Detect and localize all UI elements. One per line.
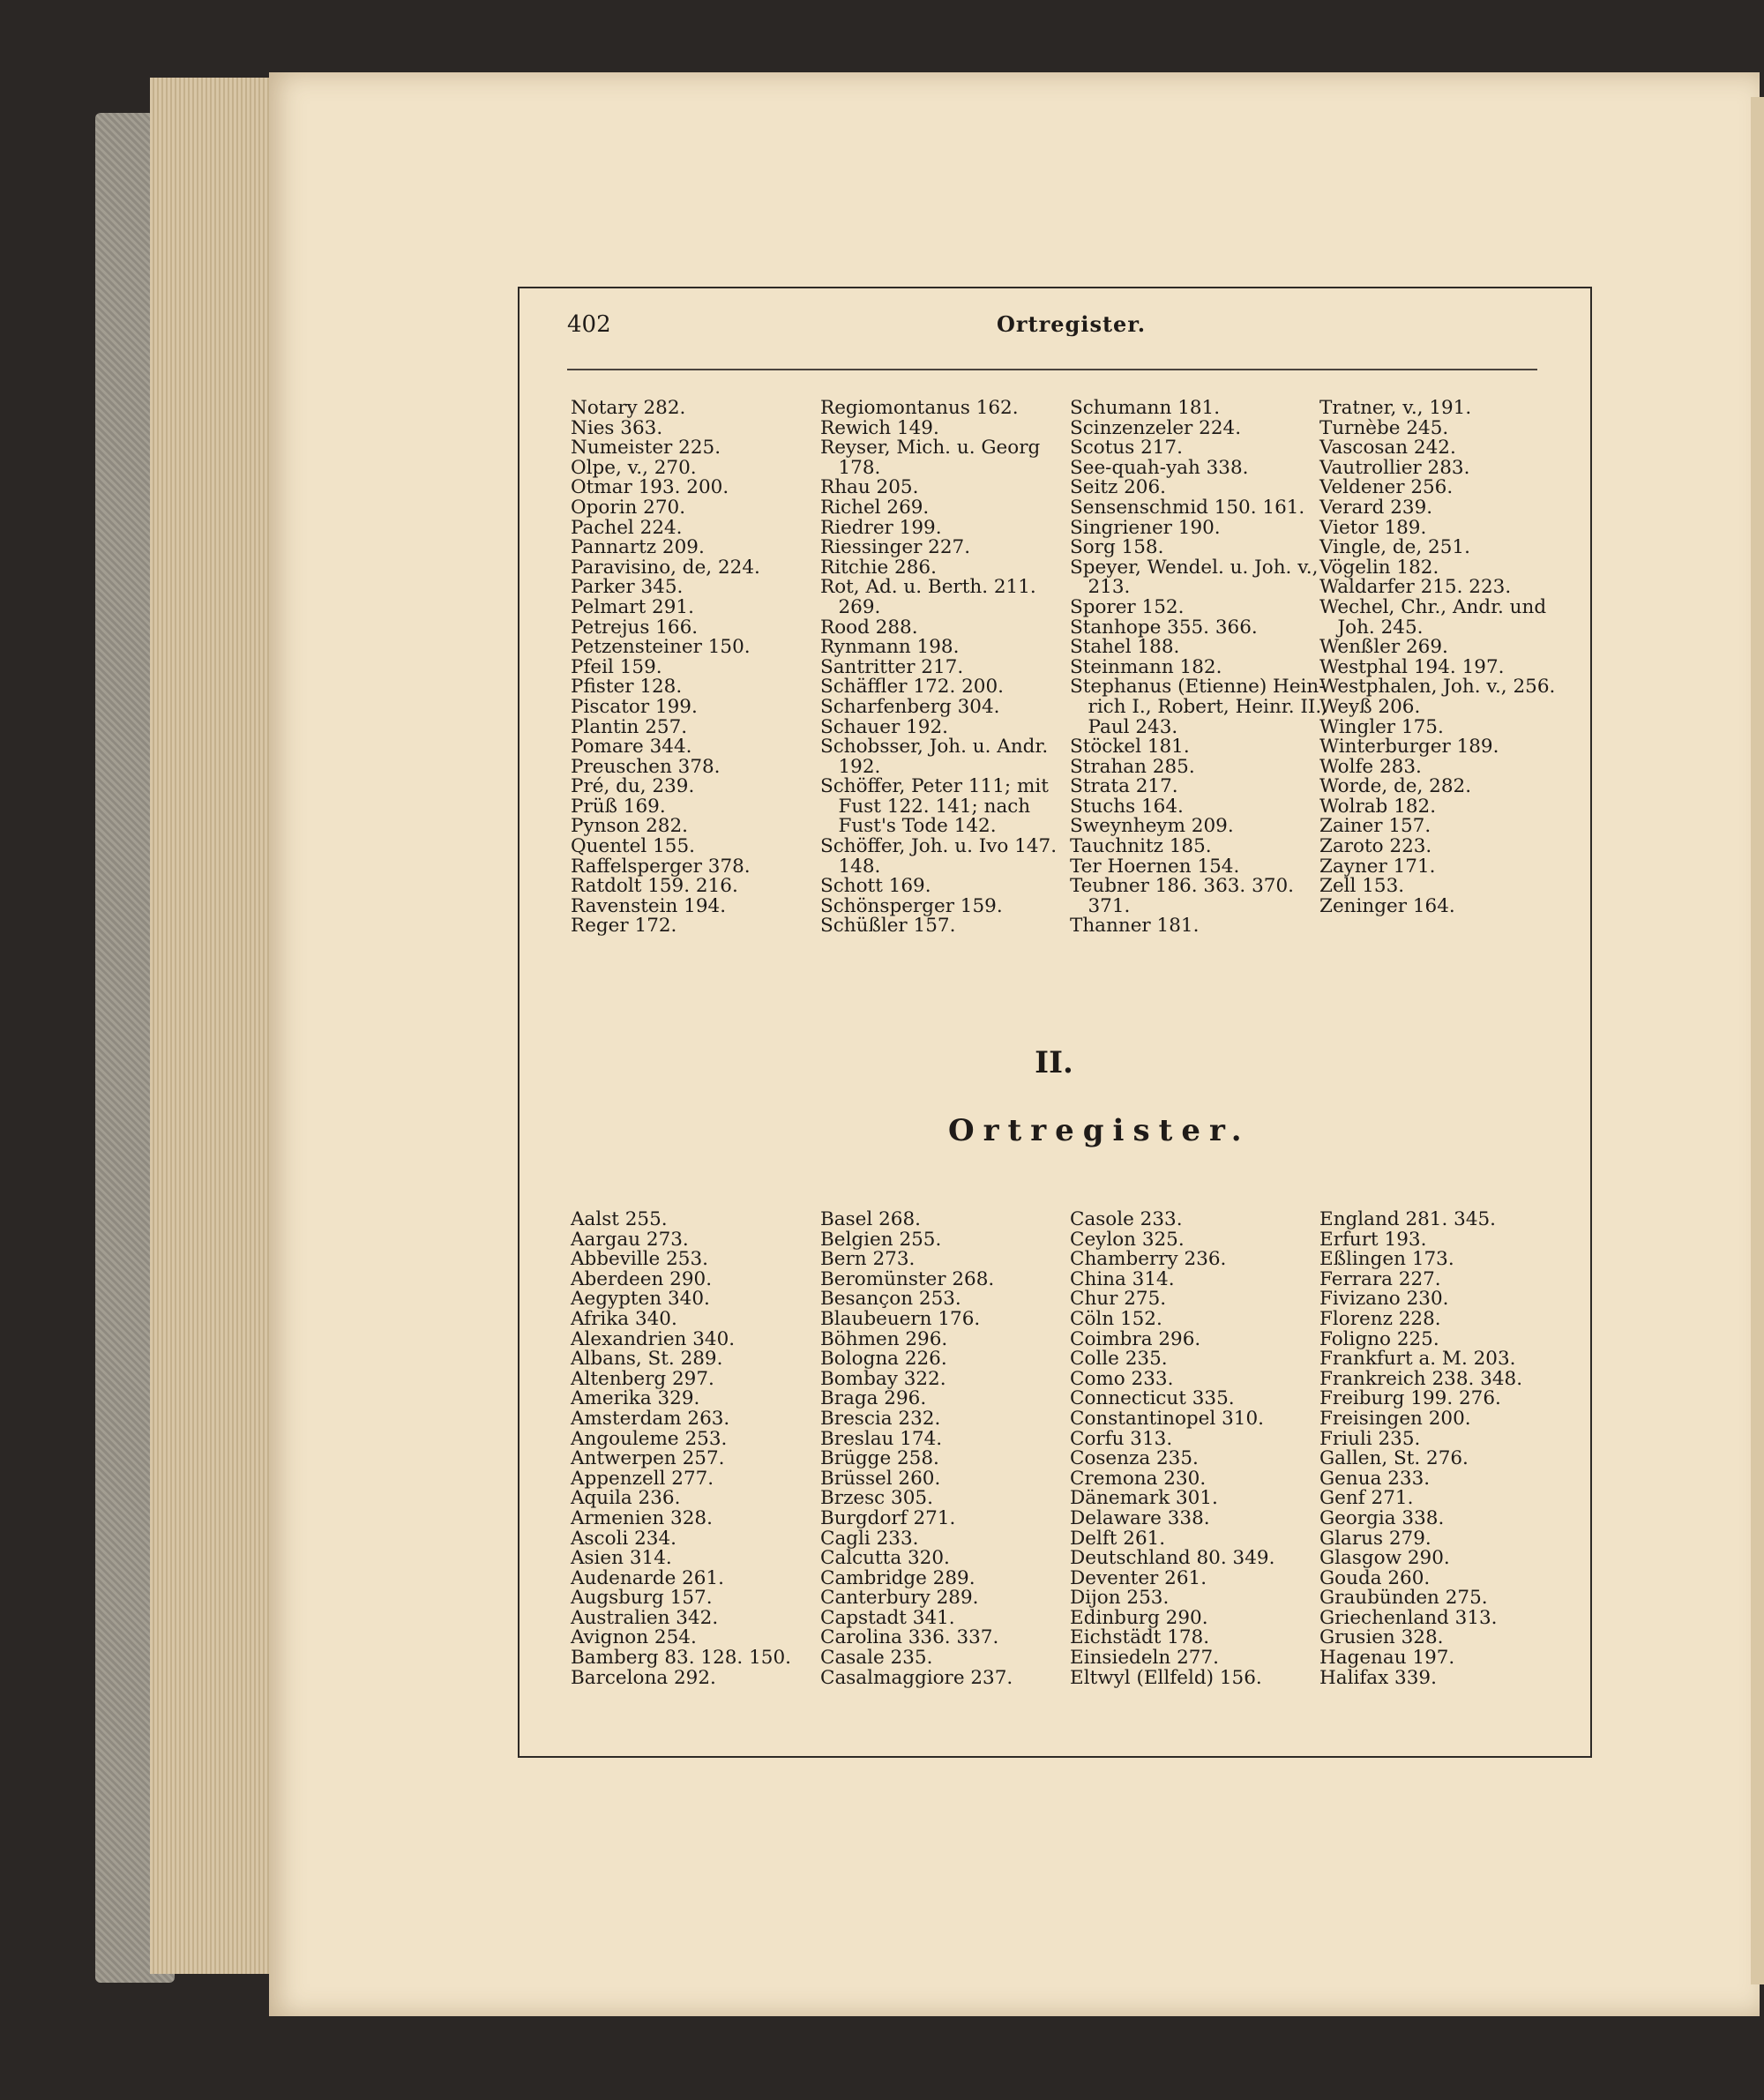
register-entry: Pynson 282.: [571, 815, 688, 838]
register-entry: Preuschen 378.: [571, 755, 721, 778]
register-entry: Georgia 338.: [1319, 1506, 1445, 1529]
register-entry: Aegypten 340.: [571, 1288, 710, 1311]
register-entry: rich I., Robert, Heinr. II.,: [1070, 695, 1328, 718]
register-entry: England 281. 345.: [1319, 1208, 1497, 1230]
register-entry: Ter Hoernen 154.: [1070, 855, 1240, 878]
register-entry: Turnèbe 245.: [1319, 416, 1449, 439]
register-entry: Vietor 189.: [1319, 516, 1427, 539]
register-entry: Winterburger 189.: [1319, 736, 1499, 759]
register-entry: Sporer 152.: [1070, 595, 1185, 618]
top-column-3: [1070, 397, 1328, 938]
page-stack-edge: [150, 78, 282, 1974]
register-entry: Rynmann 198.: [820, 636, 960, 659]
register-entry: Waldarfer 215. 223.: [1319, 576, 1512, 599]
register-entry: Sweynheym 209.: [1070, 815, 1234, 838]
section-numeral: II.: [1035, 1045, 1073, 1080]
register-entry: Stahel 188.: [1070, 636, 1180, 659]
register-entry: Albans, St. 289.: [571, 1348, 723, 1371]
register-entry: Notary 282.: [571, 397, 686, 419]
register-entry: Brüssel 260.: [820, 1467, 941, 1490]
section-title: Ortregister.: [948, 1113, 1251, 1148]
register-entry: Wenßler 269.: [1319, 636, 1448, 659]
register-entry: Fivizano 230.: [1319, 1288, 1449, 1311]
register-entry: 269.: [820, 595, 881, 618]
register-entry: 213.: [1070, 576, 1131, 599]
register-entry: Foligno 225.: [1319, 1327, 1439, 1350]
register-entry: Oporin 270.: [571, 496, 686, 519]
register-entry: Alexandrien 340.: [571, 1327, 736, 1350]
register-entry: Freisingen 200.: [1319, 1407, 1471, 1430]
register-entry: Zeninger 164.: [1319, 894, 1455, 917]
register-entry: Bamberg 83. 128. 150.: [571, 1647, 791, 1670]
register-entry: Dijon 253.: [1070, 1587, 1170, 1610]
register-entry: Pré, du, 239.: [571, 775, 695, 798]
register-entry: Schöffer, Joh. u. Ivo 147.: [820, 835, 1058, 858]
register-entry: Ravenstein 194.: [571, 894, 727, 917]
register-entry: Erfurt 193.: [1319, 1228, 1427, 1251]
register-entry: Plantin 257.: [571, 715, 688, 738]
register-entry: Böhmen 296.: [820, 1327, 948, 1350]
header-rule: [567, 369, 1537, 370]
register-entry: Cambridge 289.: [820, 1566, 975, 1589]
bottom-column-4: [1319, 1210, 1571, 1688]
register-entry: Florenz 228.: [1319, 1307, 1441, 1330]
register-entry: Cremona 230.: [1070, 1467, 1207, 1490]
register-entry: Genua 233.: [1319, 1467, 1431, 1490]
register-entry: Teubner 186. 363. 370.: [1070, 875, 1294, 898]
register-entry: Schönsperger 159.: [820, 894, 1003, 917]
register-entry: Schäffler 172. 200.: [820, 676, 1004, 699]
register-entry: Canterbury 289.: [820, 1587, 979, 1610]
register-entry: Constantinopel 310.: [1070, 1407, 1264, 1430]
register-entry: Quentel 155.: [571, 835, 695, 858]
register-entry: Raffelsperger 378.: [571, 855, 751, 878]
register-entry: Connecticut 335.: [1070, 1387, 1235, 1410]
register-entry: Veldener 256.: [1319, 476, 1454, 499]
register-entry: Stephanus (Etienne) Hein-: [1070, 676, 1326, 699]
register-entry: Seitz 206.: [1070, 476, 1167, 499]
register-entry: Asien 314.: [571, 1547, 672, 1570]
register-entry: Wechel, Chr., Andr. und: [1319, 595, 1547, 618]
register-entry: Coimbra 296.: [1070, 1327, 1201, 1350]
register-entry: Bologna 226.: [820, 1348, 947, 1371]
register-entry: Wingler 175.: [1319, 715, 1444, 738]
register-entry: Schauer 192.: [820, 715, 948, 738]
register-entry: Griechenland 313.: [1319, 1606, 1498, 1629]
register-entry: Otmar 193. 200.: [571, 476, 729, 499]
register-entry: Brzesc 305.: [820, 1487, 933, 1510]
register-entry: Vingle, de, 251.: [1319, 536, 1470, 559]
register-entry: Riessinger 227.: [820, 536, 971, 559]
register-entry: Nies 363.: [571, 416, 663, 439]
register-entry: Prüß 169.: [571, 795, 666, 818]
register-entry: Blaubeuern 176.: [820, 1307, 981, 1330]
register-entry: Speyer, Wendel. u. Joh. v.,: [1070, 556, 1319, 579]
register-entry: Edinburg 290.: [1070, 1606, 1208, 1629]
register-entry: Pfeil 159.: [571, 655, 662, 678]
register-entry: Augsburg 157.: [571, 1587, 713, 1610]
register-entry: Regiomontanus 162.: [820, 397, 1019, 419]
register-entry: Bombay 322.: [820, 1367, 946, 1390]
register-entry: Como 233.: [1070, 1367, 1174, 1390]
register-entry: Schüßler 157.: [820, 915, 956, 938]
register-entry: Deventer 261.: [1070, 1566, 1207, 1589]
register-entry: Wolrab 182.: [1319, 795, 1437, 818]
register-entry: Pannartz 209.: [571, 536, 705, 559]
register-entry: China 314.: [1070, 1267, 1175, 1290]
register-entry: Pomare 344.: [571, 736, 692, 759]
register-entry: Stanhope 355. 366.: [1070, 616, 1258, 639]
register-entry: Piscator 199.: [571, 695, 698, 718]
register-entry: Weyß 206.: [1319, 695, 1421, 718]
register-entry: Scharfenberg 304.: [820, 695, 1000, 718]
register-entry: Audenarde 261.: [571, 1566, 724, 1589]
register-entry: Casole 233.: [1070, 1208, 1183, 1230]
register-entry: Ferrara 227.: [1319, 1267, 1441, 1290]
register-entry: Deutschland 80. 349.: [1070, 1547, 1275, 1570]
register-entry: 148.: [820, 855, 881, 878]
register-entry: Stöckel 181.: [1070, 736, 1190, 759]
top-column-1: [571, 399, 822, 937]
register-entry: Scinzenzeler 224.: [1070, 416, 1242, 439]
register-entry: Altenberg 297.: [571, 1367, 714, 1390]
register-entry: Paravisino, de, 224.: [571, 556, 760, 579]
register-entry: Avignon 254.: [571, 1626, 697, 1649]
register-entry: Basel 268.: [820, 1208, 921, 1230]
register-entry: Schott 169.: [820, 875, 931, 898]
page-number: 402: [567, 311, 611, 338]
register-entry: Barcelona 292.: [571, 1666, 716, 1689]
register-entry: Olpe, v., 270.: [571, 456, 697, 479]
register-entry: Pfister 128.: [571, 676, 683, 699]
register-entry: Appenzell 277.: [571, 1467, 714, 1490]
register-entry: Friuli 235.: [1319, 1427, 1421, 1450]
register-entry: Paul 243.: [1070, 715, 1178, 738]
register-entry: Rood 288.: [820, 616, 918, 639]
register-entry: Antwerpen 257.: [571, 1447, 725, 1470]
register-entry: Carolina 336. 337.: [820, 1626, 999, 1649]
register-entry: Freiburg 199. 276.: [1319, 1387, 1501, 1410]
register-entry: Frankreich 238. 348.: [1319, 1367, 1523, 1390]
register-entry: Rewich 149.: [820, 416, 939, 439]
register-entry: Australien 342.: [571, 1606, 719, 1629]
register-entry: Strahan 285.: [1070, 755, 1195, 778]
register-entry: Richel 269.: [820, 496, 930, 519]
register-entry: Westphal 194. 197.: [1319, 655, 1505, 678]
register-entry: Braga 296.: [820, 1387, 927, 1410]
register-entry: Rhau 205.: [820, 476, 919, 499]
register-entry: Pachel 224.: [571, 516, 683, 539]
register-entry: Scotus 217.: [1070, 437, 1183, 460]
register-entry: Graubünden 275.: [1319, 1587, 1488, 1610]
register-entry: Aquila 236.: [571, 1487, 681, 1510]
register-entry: Fust 122. 141; nach: [820, 795, 1031, 818]
register-entry: Belgien 255.: [820, 1228, 942, 1251]
register-entry: Tratner, v., 191.: [1319, 397, 1472, 419]
register-entry: Ratdolt 159. 216.: [571, 875, 738, 898]
register-entry: Aberdeen 290.: [571, 1267, 713, 1290]
register-entry: Cöln 152.: [1070, 1307, 1162, 1330]
register-entry: Burgdorf 271.: [820, 1506, 956, 1529]
register-entry: Verard 239.: [1319, 496, 1433, 519]
register-entry: Cagli 233.: [820, 1527, 919, 1550]
register-entry: Strata 217.: [1070, 775, 1178, 798]
register-entry: Numeister 225.: [571, 437, 721, 460]
register-entry: Stuchs 164.: [1070, 795, 1184, 818]
top-column-4: [1319, 399, 1571, 916]
register-entry: Brügge 258.: [820, 1447, 939, 1470]
register-entry: Casalmaggiore 237.: [820, 1666, 1013, 1689]
bottom-column-2: [820, 1210, 1072, 1688]
register-entry: Casale 235.: [820, 1647, 933, 1670]
register-entry: Joh. 245.: [1319, 616, 1424, 639]
register-entry: Pelmart 291.: [571, 595, 694, 618]
register-entry: Reyser, Mich. u. Georg: [820, 437, 1041, 460]
register-entry: Rot, Ad. u. Berth. 211.: [820, 576, 1036, 599]
register-entry: Afrika 340.: [571, 1307, 677, 1330]
register-entry: Ceylon 325.: [1070, 1228, 1185, 1251]
register-entry: Tauchnitz 185.: [1070, 835, 1212, 858]
top-column-2: [820, 399, 1072, 937]
register-entry: Delaware 338.: [1070, 1506, 1210, 1529]
register-entry: 178.: [820, 456, 881, 479]
register-entry: Chur 275.: [1070, 1288, 1167, 1311]
register-entry: Bern 273.: [820, 1248, 916, 1271]
register-entry: Steinmann 182.: [1070, 655, 1222, 678]
register-entry: Schobsser, Joh. u. Andr.: [820, 736, 1049, 759]
register-entry: Abbeville 253.: [571, 1248, 708, 1271]
register-entry: Glarus 279.: [1319, 1527, 1431, 1550]
register-entry: Vögelin 182.: [1319, 556, 1439, 579]
register-entry: Riedrer 199.: [820, 516, 942, 539]
register-entry: Ritchie 286.: [820, 556, 937, 579]
register-entry: Chamberry 236.: [1070, 1248, 1227, 1271]
register-entry: 192.: [820, 755, 881, 778]
register-entry: Cosenza 235.: [1070, 1447, 1199, 1470]
register-entry: Vautrollier 283.: [1319, 456, 1470, 479]
register-entry: Amsterdam 263.: [571, 1407, 730, 1430]
register-entry: Petrejus 166.: [571, 616, 699, 639]
register-entry: Genf 271.: [1319, 1487, 1414, 1510]
register-entry: Dänemark 301.: [1070, 1487, 1218, 1510]
register-entry: Corfu 313.: [1070, 1427, 1173, 1450]
register-entry: Santritter 217.: [820, 655, 964, 678]
register-entry: Glasgow 290.: [1319, 1547, 1450, 1570]
register-entry: Eichstädt 178.: [1070, 1626, 1210, 1649]
register-entry: Brescia 232.: [820, 1407, 941, 1430]
register-entry: Sensenschmid 150. 161.: [1070, 496, 1305, 519]
register-entry: Colle 235.: [1070, 1348, 1168, 1371]
register-entry: Amerika 329.: [571, 1387, 700, 1410]
register-entry: Besançon 253.: [820, 1288, 961, 1311]
bottom-column-3: [1070, 1210, 1321, 1688]
bottom-column-1: [571, 1210, 822, 1688]
running-head: Ortregister.: [997, 311, 1147, 337]
register-entry: Calcutta 320.: [820, 1547, 950, 1570]
register-entry: Westphalen, Joh. v., 256.: [1319, 676, 1556, 699]
register-entry: Thanner 181.: [1070, 915, 1200, 938]
register-entry: See-quah-yah 338.: [1070, 456, 1249, 479]
register-entry: Hagenau 197.: [1319, 1647, 1455, 1670]
register-entry: Schöffer, Peter 111; mit: [820, 775, 1049, 798]
register-entry: Halifax 339.: [1319, 1666, 1437, 1689]
register-entry: Gouda 260.: [1319, 1566, 1431, 1589]
register-entry: Sorg 158.: [1070, 536, 1164, 559]
register-entry: Singriener 190.: [1070, 516, 1221, 539]
register-entry: Grusien 328.: [1319, 1626, 1444, 1649]
register-entry: Wolfe 283.: [1319, 755, 1422, 778]
register-entry: Breslau 174.: [820, 1427, 943, 1450]
register-entry: Beromünster 268.: [820, 1267, 995, 1290]
register-entry: Capstadt 341.: [820, 1606, 955, 1629]
register-entry: Petzensteiner 150.: [571, 636, 751, 659]
register-entry: Angouleme 253.: [571, 1427, 728, 1450]
next-page-edge: [1751, 97, 1764, 1984]
register-entry: Einsiedeln 277.: [1070, 1647, 1219, 1670]
register-entry: Fust's Tode 142.: [820, 815, 997, 838]
register-entry: Schumann 181.: [1070, 397, 1221, 419]
register-entry: Worde, de, 282.: [1319, 775, 1472, 798]
register-entry: Delft 261.: [1070, 1527, 1166, 1550]
register-entry: Eßlingen 173.: [1319, 1248, 1454, 1271]
register-entry: Gallen, St. 276.: [1319, 1447, 1469, 1470]
register-entry: Armenien 328.: [571, 1506, 713, 1529]
register-entry: Zayner 171.: [1319, 855, 1436, 878]
register-entry: Zaroto 223.: [1319, 835, 1432, 858]
register-entry: Frankfurt a. M. 203.: [1319, 1348, 1516, 1371]
register-entry: Aalst 255.: [571, 1208, 668, 1230]
register-entry: Reger 172.: [571, 915, 677, 938]
register-entry: Aargau 273.: [571, 1228, 689, 1251]
register-entry: Vascosan 242.: [1319, 437, 1456, 460]
register-entry: 371.: [1070, 894, 1131, 917]
register-entry: Ascoli 234.: [571, 1527, 677, 1550]
register-entry: Eltwyl (Ellfeld) 156.: [1070, 1666, 1262, 1689]
register-entry: Zainer 157.: [1319, 815, 1431, 838]
register-entry: Parker 345.: [571, 576, 684, 599]
register-entry: Zell 153.: [1319, 875, 1405, 898]
